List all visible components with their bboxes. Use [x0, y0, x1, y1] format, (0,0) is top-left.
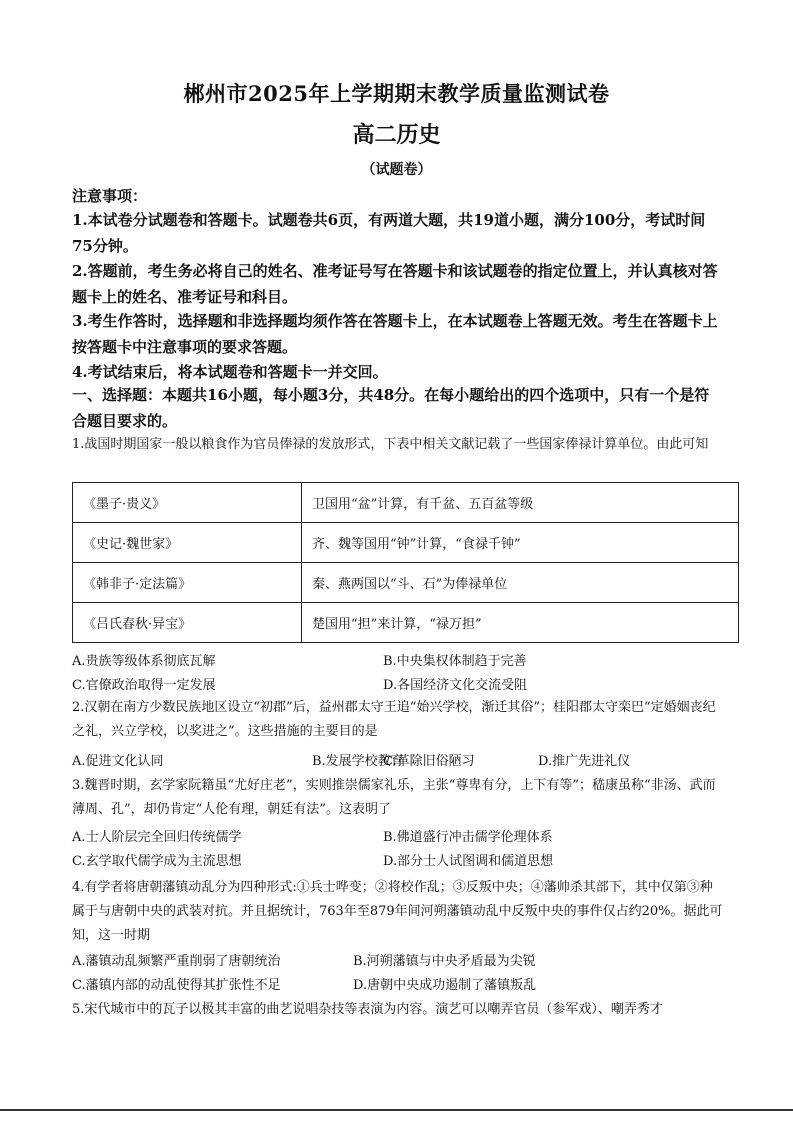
page-bottom-rule [0, 1109, 793, 1111]
table-row [73, 483, 739, 523]
question-1-table [72, 482, 739, 643]
table-cell-content: 秦、燕两国以“斗、石”为俸禄单位 [302, 563, 739, 603]
question-1-options-row-2 [72, 674, 724, 698]
option-b: B.中央集权体制趋于完善 [383, 654, 527, 669]
table-cell-content: 卫国用“盆”计算，有千盆、五百盆等级 [302, 483, 739, 523]
exam-title: 郴州市2025年上学期期末教学质量监测试卷 [183, 81, 610, 106]
notice-item-2: 2.答题前，考生务必将自己的姓名、准考证号写在答题卡和该试题卷的指定位置上，并认真核对答题卡上的姓名、准考证号和科目。 [72, 262, 718, 306]
option-c: C.官僚政治取得一定发展 [72, 678, 216, 693]
question-1-options-row-1 [72, 650, 724, 674]
paper-subtitle: （试题卷） [361, 162, 432, 178]
section-1-heading: 一、选择题：本题共16小题，每小题3分，共48分。在每小题给出的四个选项中，只有一个是符合题目要求的。 [72, 386, 710, 430]
question-3-options-row-2 [72, 850, 724, 874]
option-a: A.促进文化认同 [72, 754, 164, 769]
option-d: D.唐朝中央成功遏制了藩镇叛乱 [353, 978, 537, 993]
subject-title: 高二历史 [352, 122, 441, 148]
option-b: B.河朔藩镇与中央矛盾最为尖锐 [353, 954, 536, 969]
option-d: D.推广先进礼仪 [538, 754, 631, 769]
table-row [73, 523, 739, 563]
question-3-options-row-1 [72, 826, 724, 850]
table-cell-source: 《墨子·贵义》 [73, 483, 302, 523]
question-1-stem: 1.战国时期国家一般以粮食作为官员俸禄的发放形式，下表中相关文献记载了一些国家俸禄计算单位。由此可知 [72, 437, 709, 452]
table-row [73, 563, 739, 603]
option-c: C.玄学取代儒学成为主流思想 [72, 854, 242, 869]
table-cell-source: 《吕氏春秋·异宝》 [73, 603, 302, 643]
option-d: D.各国经济文化交流受阻 [383, 678, 528, 693]
table-cell-content: 齐、魏等国用“钟”计算，“食禄千钟” [302, 523, 739, 563]
option-b: B.发展学校教育 [312, 754, 404, 769]
question-5-stem: 5.宋代城市中的瓦子以极其丰富的曲艺说唱杂技等表演为内容。演艺可以嘲弄官员（参军戏）、嘲弄秀才 [72, 1002, 663, 1017]
table-row [73, 603, 739, 643]
notice-item-3: 3.考生作答时，选择题和非选择题均须作答在答题卡上，在本试题卷上答题无效。考生在答题卡上按答题卡中注意事项的要求答题。 [72, 312, 718, 356]
notice-item-1: 1.本试卷分试题卷和答题卡。试题卷共6页，有两道大题，共19道小题，满分100分，考试时间75分钟。 [72, 211, 706, 255]
question-4-options-row-2 [72, 974, 724, 998]
option-a: A.藩镇动乱频繁严重削弱了唐朝统治 [72, 954, 281, 969]
question-3-stem: 3.魏晋时期，玄学家阮籍虽“尤好庄老”，实则推崇儒家礼乐，主张“尊卑有分，上下有等”；嵇康虽称“非汤、武而薄周、孔”，却仍肯定“人伦有理，朝廷有法”。这表明了 [72, 778, 716, 817]
option-a: A.贵族等级体系彻底瓦解 [72, 654, 216, 669]
question-4-stem: 4.有学者将唐朝藩镇动乱分为四种形式:①兵士哗变；②将校作乱；③反叛中央；④藩帅杀其部下，其中仅第③种属于与唐朝中央的武装对抗。并且据统计，763年至879年间河朔藩镇动乱中反叛中央的事件仅占约20%。据此可知，这一时期 [72, 880, 723, 943]
table-cell-source: 《韩非子·定法篇》 [73, 563, 302, 603]
notice-heading: 注意事项： [72, 187, 148, 205]
option-d: D.部分士人试图调和儒道思想 [383, 854, 554, 869]
table-cell-source: 《史记·魏世家》 [73, 523, 302, 563]
question-2-stem: 2.汉朝在南方少数民族地区设立“初郡”后，益州郡太守王追“始兴学校，渐迁其俗”；桂阳郡太守栾巴“定婚姻丧纪之礼，兴立学校，以奖进之”。这些措施的主要目的是 [72, 700, 716, 739]
option-a: A.士人阶层完全回归传统儒学 [72, 830, 242, 845]
question-2-options-row [72, 750, 724, 774]
question-4-options-row-1 [72, 950, 724, 974]
option-b: B.佛道盛行冲击儒学伦理体系 [383, 830, 553, 845]
table-cell-content: 楚国用“担”来计算，“禄万担” [302, 603, 739, 643]
option-c: C.藩镇内部的动乱使得其扩张性不足 [72, 978, 281, 993]
notice-item-4: 4.考试结束后，将本试题卷和答题卡一并交回。 [72, 363, 388, 381]
option-c: C.革除旧俗陋习 [383, 754, 475, 769]
